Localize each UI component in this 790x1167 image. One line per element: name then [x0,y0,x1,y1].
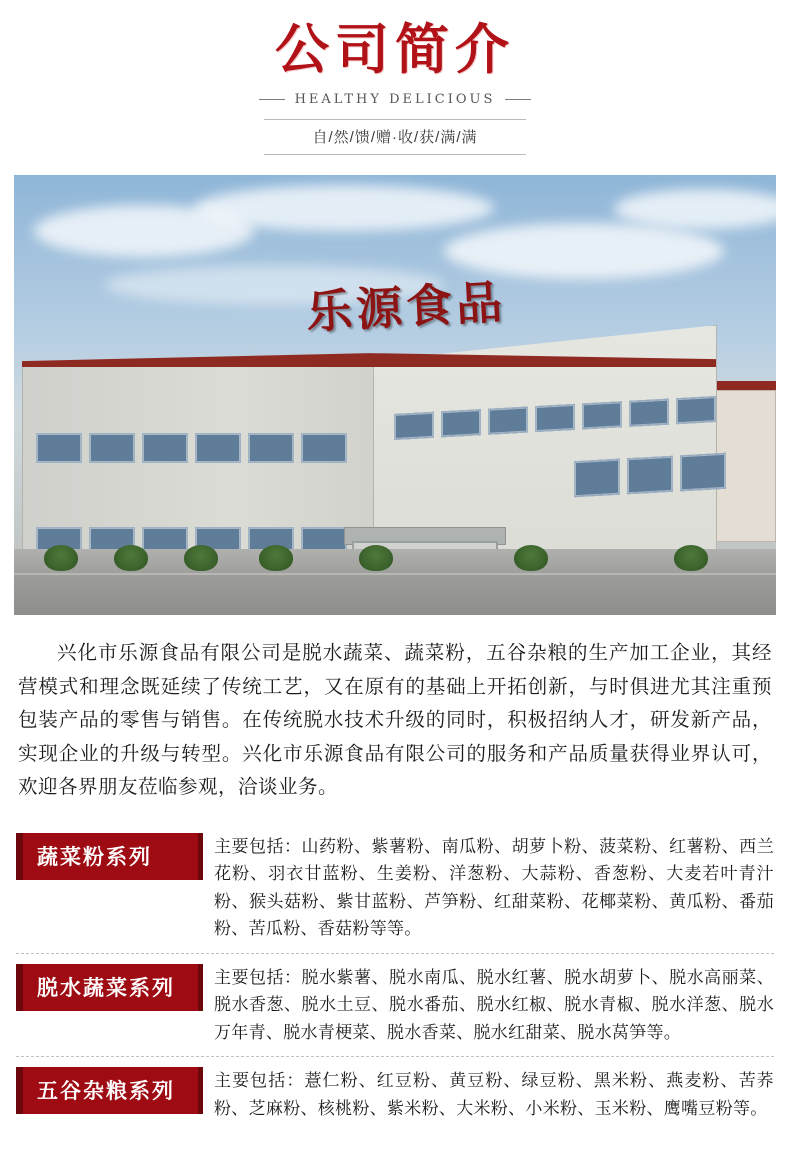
cloud-icon [194,185,494,231]
window [629,399,669,427]
shrub-icon [184,545,218,571]
cloud-icon [614,189,776,229]
category-tag-grains: 五谷杂粮系列 [16,1067,202,1114]
page-header [0,0,790,155]
shrub-icon [114,545,148,571]
shrub-icon [259,545,293,571]
window [394,412,434,440]
category-tag-vegetable-powder: 蔬菜粉系列 [16,833,202,880]
list-item [16,823,774,953]
window [535,404,575,432]
window [488,407,528,435]
slogan-banner: 自/然/馈/赠·收/获/满/满 [264,119,526,155]
window [36,433,82,463]
list-item [16,953,774,1057]
subtitle-row [0,92,790,107]
window [195,433,241,463]
category-text-grains: 主要包括：薏仁粉、红豆粉、黄豆粉、绿豆粉、黑米粉、燕麦粉、苦荞粉、芝麻粉、核桃粉、紫米粉、大米粉、小米粉、玉米粉、鹰嘴豆粉等。 [214,1071,774,1118]
window [582,401,622,429]
ground-line [14,573,776,575]
company-intro-paragraph: 兴化市乐源食品有限公司是脱水蔬菜、蔬菜粉，五谷杂粮的生产加工企业，其经营模式和理念既延续了传统工艺，又在原有的基础上开拓创新，与时俱进尤其注重预包装产品的零售与销售。在传统脱水技术升级的同时，积极招纳人才，研发新产品，实现企业的升级与转型。兴化市乐源食品有限公司的服务和产品质量获得业界认可，欢迎各界朋友莅临参观，洽谈业务。 [18,642,772,799]
factory-photo [14,175,776,615]
page-title: 公司简介 [275,17,515,81]
right-rule-icon [505,99,531,100]
shrub-icon [514,545,548,571]
window [627,456,673,495]
window [248,433,294,463]
shrub-icon [674,545,708,571]
category-text-vegetable-powder: 主要包括：山药粉、紫薯粉、南瓜粉、胡萝卜粉、菠菜粉、红薯粉、西兰花粉、羽衣甘蓝粉、生姜粉、洋葱粉、大蒜粉、香葱粉、大麦若叶青汁粉、猴头菇粉、紫甘蓝粉、芦笋粉、红甜菜粉、花椰菜粉、黄瓜粉、番茄粉、苦瓜粉、香菇粉等等。 [214,836,774,939]
category-tag-dehydrated-vegetables: 脱水蔬菜系列 [16,964,202,1011]
category-text-dehydrated-vegetables: 主要包括：脱水紫薯、脱水南瓜、脱水红薯、脱水胡萝卜、脱水高丽菜、脱水香葱、脱水土豆、脱水番茄、脱水红椒、脱水青椒、脱水洋葱、脱水万年青、脱水青梗菜、脱水香菜、脱水红甜菜、脱水莴笋等。 [214,967,774,1042]
left-rule-icon [259,99,285,100]
window [89,433,135,463]
window [680,453,726,492]
window [574,459,620,498]
product-category-list [16,823,774,1133]
window-band-upper-left [36,433,347,463]
shrub-icon [359,545,393,571]
brand-watermark: 乐源食品 [304,274,508,340]
shrub-icon [44,545,78,571]
window [301,433,347,463]
list-item [16,1056,774,1132]
window [441,409,481,437]
subtitle-english: HEALTHY DELICIOUS [294,92,496,108]
window [142,433,188,463]
window [676,396,716,424]
